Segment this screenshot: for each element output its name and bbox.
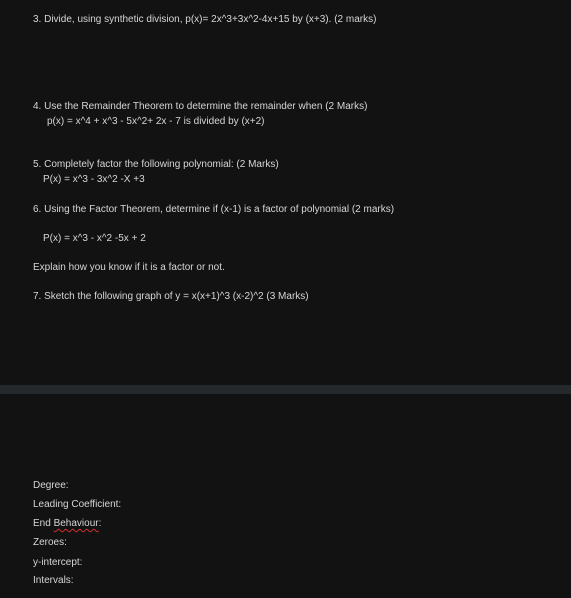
page-separator — [0, 385, 571, 394]
degree-label: Degree: — [33, 480, 69, 491]
question-7-text: 7. Sketch the following graph of y = x(x+1)^3 (x-2)^2 (3 Marks) — [33, 291, 309, 302]
question-6-polynomial: P(x) = x^3 - x^2 -5x + 2 — [43, 233, 146, 244]
end-behaviour-label — [33, 518, 101, 530]
y-intercept-label: y-intercept: — [33, 557, 83, 568]
end-behaviour-prefix: End — [33, 518, 54, 529]
leading-coefficient-label: Leading Coefficient: — [33, 499, 122, 510]
zeroes-label: Zeroes: — [33, 537, 67, 548]
intervals-label: Intervals: — [33, 575, 74, 586]
document-page-2 — [0, 394, 571, 598]
question-6-text: 6. Using the Factor Theorem, determine if (x-1) is a factor of polynomial (2 marks) — [33, 204, 395, 215]
end-behaviour-misspelled-word[interactable]: Behaviour — [53, 518, 99, 529]
question-5-text: 5. Completely factor the following polynomial: (2 Marks) — [33, 159, 279, 170]
question-3-text: 3. Divide, using synthetic division, p(x)= 2x^3+3x^2-4x+15 by (x+3). (2 marks) — [33, 14, 377, 25]
question-4-polynomial: p(x) = x^4 + x^3 - 5x^2+ 2x - 7 is divided by (x+2) — [47, 116, 265, 127]
question-5-polynomial: P(x) = x^3 - 3x^2 -X +3 — [43, 174, 145, 185]
end-behaviour-colon: : — [98, 518, 102, 529]
question-6-explain: Explain how you know if it is a factor or not. — [33, 262, 225, 273]
question-4-text: 4. Use the Remainder Theorem to determine the remainder when (2 Marks) — [33, 101, 368, 112]
